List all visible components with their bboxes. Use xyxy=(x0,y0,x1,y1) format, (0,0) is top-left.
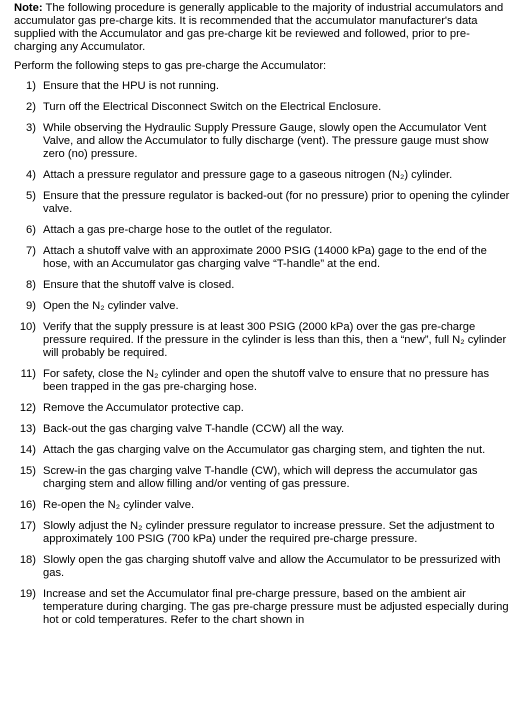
step-text: Slowly adjust the N₂ cylinder pressure regulator to increase pressure. Set the adjustment to approximately 100 PSIG (700 kPa) under the required pre-charge pressure. xyxy=(43,520,495,545)
step-number: 1) xyxy=(26,80,36,92)
step-number: 6) xyxy=(26,224,36,236)
document-page xyxy=(12,2,512,635)
procedure-steps xyxy=(12,80,512,627)
step-number: 18) xyxy=(19,554,36,566)
step-item xyxy=(12,423,512,436)
step-item xyxy=(12,122,512,161)
step-number: 17) xyxy=(19,520,36,532)
step-item xyxy=(12,80,512,93)
step-item xyxy=(12,402,512,415)
step-number: 19) xyxy=(19,588,36,600)
note-paragraph xyxy=(12,2,512,54)
step-text: For safety, close the N₂ cylinder and open the shutoff valve to ensure that no pressure has been trapped in the gas pre-charging hose. xyxy=(43,368,490,393)
step-item xyxy=(12,499,512,512)
note-label: Note: xyxy=(14,2,43,14)
step-number: 15) xyxy=(19,465,36,477)
step-number: 12) xyxy=(19,402,36,414)
step-text: Attach a gas pre-charge hose to the outlet of the regulator. xyxy=(43,224,333,236)
intro-text: Perform the following steps to gas pre-charge the Accumulator: xyxy=(14,60,327,72)
step-item xyxy=(12,444,512,457)
step-number: 3) xyxy=(26,122,36,134)
step-number: 11) xyxy=(20,368,36,380)
step-text: Remove the Accumulator protective cap. xyxy=(43,402,244,414)
step-number: 5) xyxy=(26,190,36,202)
step-number: 16) xyxy=(19,499,36,511)
step-text: Attach the gas charging valve on the Accumulator gas charging stem, and tighten the nut. xyxy=(43,444,486,456)
step-number: 10) xyxy=(19,321,36,333)
step-number: 14) xyxy=(19,444,36,456)
step-item xyxy=(12,279,512,292)
step-item xyxy=(12,554,512,580)
step-item xyxy=(12,588,512,627)
step-number: 2) xyxy=(26,101,36,113)
step-text: While observing the Hydraulic Supply Pressure Gauge, slowly open the Accumulator Vent Valve, and allow the Accumulator to fully discharge (vent). The pressure gauge must show zero (no) pressure. xyxy=(43,122,489,160)
note-text: The following procedure is generally applicable to the majority of industrial accumulators and accumulator gas pre-charge kits. It is recommended that the accumulator manufacturer's data supplied with the Accumulator and gas pre-charge kit be reviewed and followed, prior to pre-charging any Accumulator. xyxy=(14,2,504,53)
step-item xyxy=(12,300,512,313)
step-number: 7) xyxy=(26,245,36,257)
step-item xyxy=(12,520,512,546)
step-text: Attach a shutoff valve with an approximate 2000 PSIG (14000 kPa) gage to the end of the hose, with an Accumulator gas charging valve “T-handle” at the end. xyxy=(43,245,487,270)
step-item xyxy=(12,321,512,360)
step-item xyxy=(12,101,512,114)
step-item xyxy=(12,224,512,237)
step-text: Turn off the Electrical Disconnect Switch on the Electrical Enclosure. xyxy=(43,101,382,113)
step-item xyxy=(12,169,512,182)
step-text: Re-open the N₂ cylinder valve. xyxy=(43,499,195,511)
step-text: Back-out the gas charging valve T-handle (CCW) all the way. xyxy=(43,423,345,435)
step-text: Increase and set the Accumulator final pre-charge pressure, based on the ambient air temperature during charging. The gas pre-charge pressure must be adjusted especially during hot or cold temperatures. Refer to the chart shown in xyxy=(43,588,509,626)
step-number: 8) xyxy=(26,279,36,291)
step-text: Attach a pressure regulator and pressure gage to a gaseous nitrogen (N₂) cylinder. xyxy=(43,169,453,181)
step-number: 9) xyxy=(26,300,36,312)
step-text: Screw-in the gas charging valve T-handle (CW), which will depress the accumulator gas charging stem and allow filling and/or venting of gas pressure. xyxy=(43,465,478,490)
step-text: Open the N₂ cylinder valve. xyxy=(43,300,179,312)
step-text: Ensure that the pressure regulator is backed-out (for no pressure) prior to opening the cylinder valve. xyxy=(43,190,510,215)
step-item xyxy=(12,190,512,216)
step-item xyxy=(12,465,512,491)
step-text: Ensure that the HPU is not running. xyxy=(43,80,219,92)
step-text: Ensure that the shutoff valve is closed. xyxy=(43,279,235,291)
step-item xyxy=(12,245,512,271)
step-text: Slowly open the gas charging shutoff valve and allow the Accumulator to be pressurized with gas. xyxy=(43,554,501,579)
step-item xyxy=(12,368,512,394)
step-text: Verify that the supply pressure is at least 300 PSIG (2000 kPa) over the gas pre-charge pressure required. If the pressure in the cylinder is less than this, then a “new”, full N₂ cylinder will probably be required. xyxy=(43,321,507,359)
step-number: 4) xyxy=(26,169,36,181)
step-number: 13) xyxy=(19,423,36,435)
